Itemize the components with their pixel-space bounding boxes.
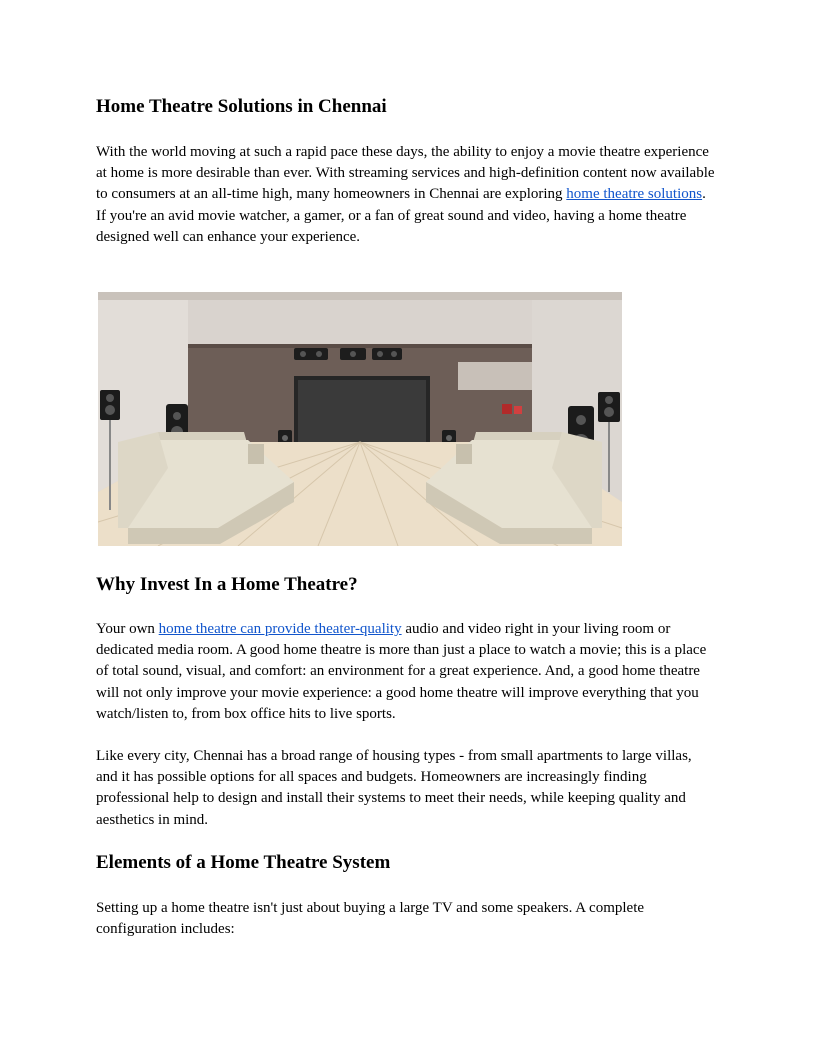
page-title: Home Theatre Solutions in Chennai [96, 96, 387, 117]
home-theatre-room-image [98, 292, 622, 546]
why-invest-paragraph-1 [96, 619, 716, 725]
home-theatre-solutions-link[interactable]: home theatre solutions [566, 186, 703, 203]
why-invest-heading: Why Invest In a Home Theatre? [96, 574, 358, 595]
intro-text-after-link: . If you're an avid movie watcher, a gamer, or a fan of great sound and video, having a home theatre designed well can enhance your experience. [96, 186, 706, 245]
why-text-before-link: Your own [96, 621, 159, 637]
why-invest-paragraph-2: Like every city, Chennai has a broad range of housing types - from small apartments to large villas, and it has possible options for all spaces and budgets. Homeowners are increasingly finding professional help to design and install their systems to meet their needs, while keeping quality and aesthetics in mind. [96, 748, 692, 828]
elements-paragraph: Setting up a home theatre isn't just about buying a large TV and some speakers. A complete configuration includes: [96, 900, 645, 938]
intro-text-before-link: With the world moving at such a rapid pace these days, the ability to enjoy a movie theatre experience at home is more desirable than ever. With streaming services and high-definition content now available to consumers at an all-time high, many homeowners in Chennai are exploring [96, 144, 715, 203]
why-text-after-link: audio and video right in your living room or dedicated media room. A good home theatre is more than just a place to watch a movie; this is a place of total sound, visual, and comfort: an environment for a great experience. And, a good home theatre will not only improve your movie experience: a good home theatre will improve everything that you watch/listen to, from box office hits to live sports. [96, 621, 707, 722]
elements-heading: Elements of a Home Theatre System [96, 852, 391, 873]
intro-paragraph [96, 142, 716, 248]
theater-quality-link[interactable]: home theatre can provide theater-quality [158, 621, 402, 637]
